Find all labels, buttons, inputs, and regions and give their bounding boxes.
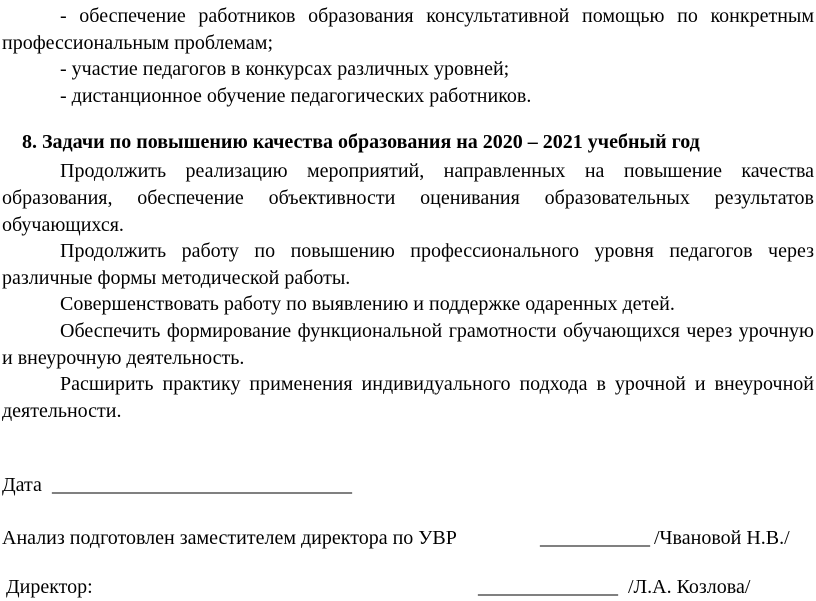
task-paragraph-1: Продолжить реализацию мероприятий, направленных на повышение качества образования, обеспечение объективности оценивания образовательных результатов обучающихся. bbox=[2, 160, 814, 236]
list-item-distance-learning: - дистанционное обучение педагогических работников. bbox=[60, 85, 532, 107]
section-heading: 8. Задачи по повышению качества образования на 2020 – 2021 учебный год bbox=[22, 131, 700, 153]
date-blank: ______________________________ bbox=[52, 474, 352, 496]
prepared-by-label: Анализ подготовлен заместителем директора по УВР bbox=[2, 527, 457, 549]
prepared-by-blank: ___________ bbox=[540, 527, 650, 549]
director-blank: ______________ bbox=[478, 576, 618, 598]
list-item-consulting: - обеспечение работников образования консультативной помощью по конкретным профессиональным проблемам; bbox=[2, 5, 814, 54]
task-paragraph-3: Совершенствовать работу по выявлению и поддержке одаренных детей. bbox=[60, 293, 675, 315]
task-paragraph-2: Продолжить работу по повышению профессионального уровня педагогов через различные формы методической работы. bbox=[2, 240, 814, 289]
date-label: Дата bbox=[2, 474, 42, 496]
director-name: /Л.А. Козлова/ bbox=[628, 576, 751, 598]
task-paragraph-4: Обеспечить формирование функциональной грамотности обучающихся через урочную и внеурочную деятельность. bbox=[2, 320, 814, 369]
list-item-contests: - участие педагогов в конкурсах различных уровней; bbox=[60, 58, 510, 80]
prepared-by-name: /Чвановой Н.В./ bbox=[654, 527, 790, 549]
task-paragraph-5: Расширить практику применения индивидуального подхода в урочной и внеурочной деятельности. bbox=[2, 373, 814, 422]
director-label: Директор: bbox=[6, 576, 93, 598]
